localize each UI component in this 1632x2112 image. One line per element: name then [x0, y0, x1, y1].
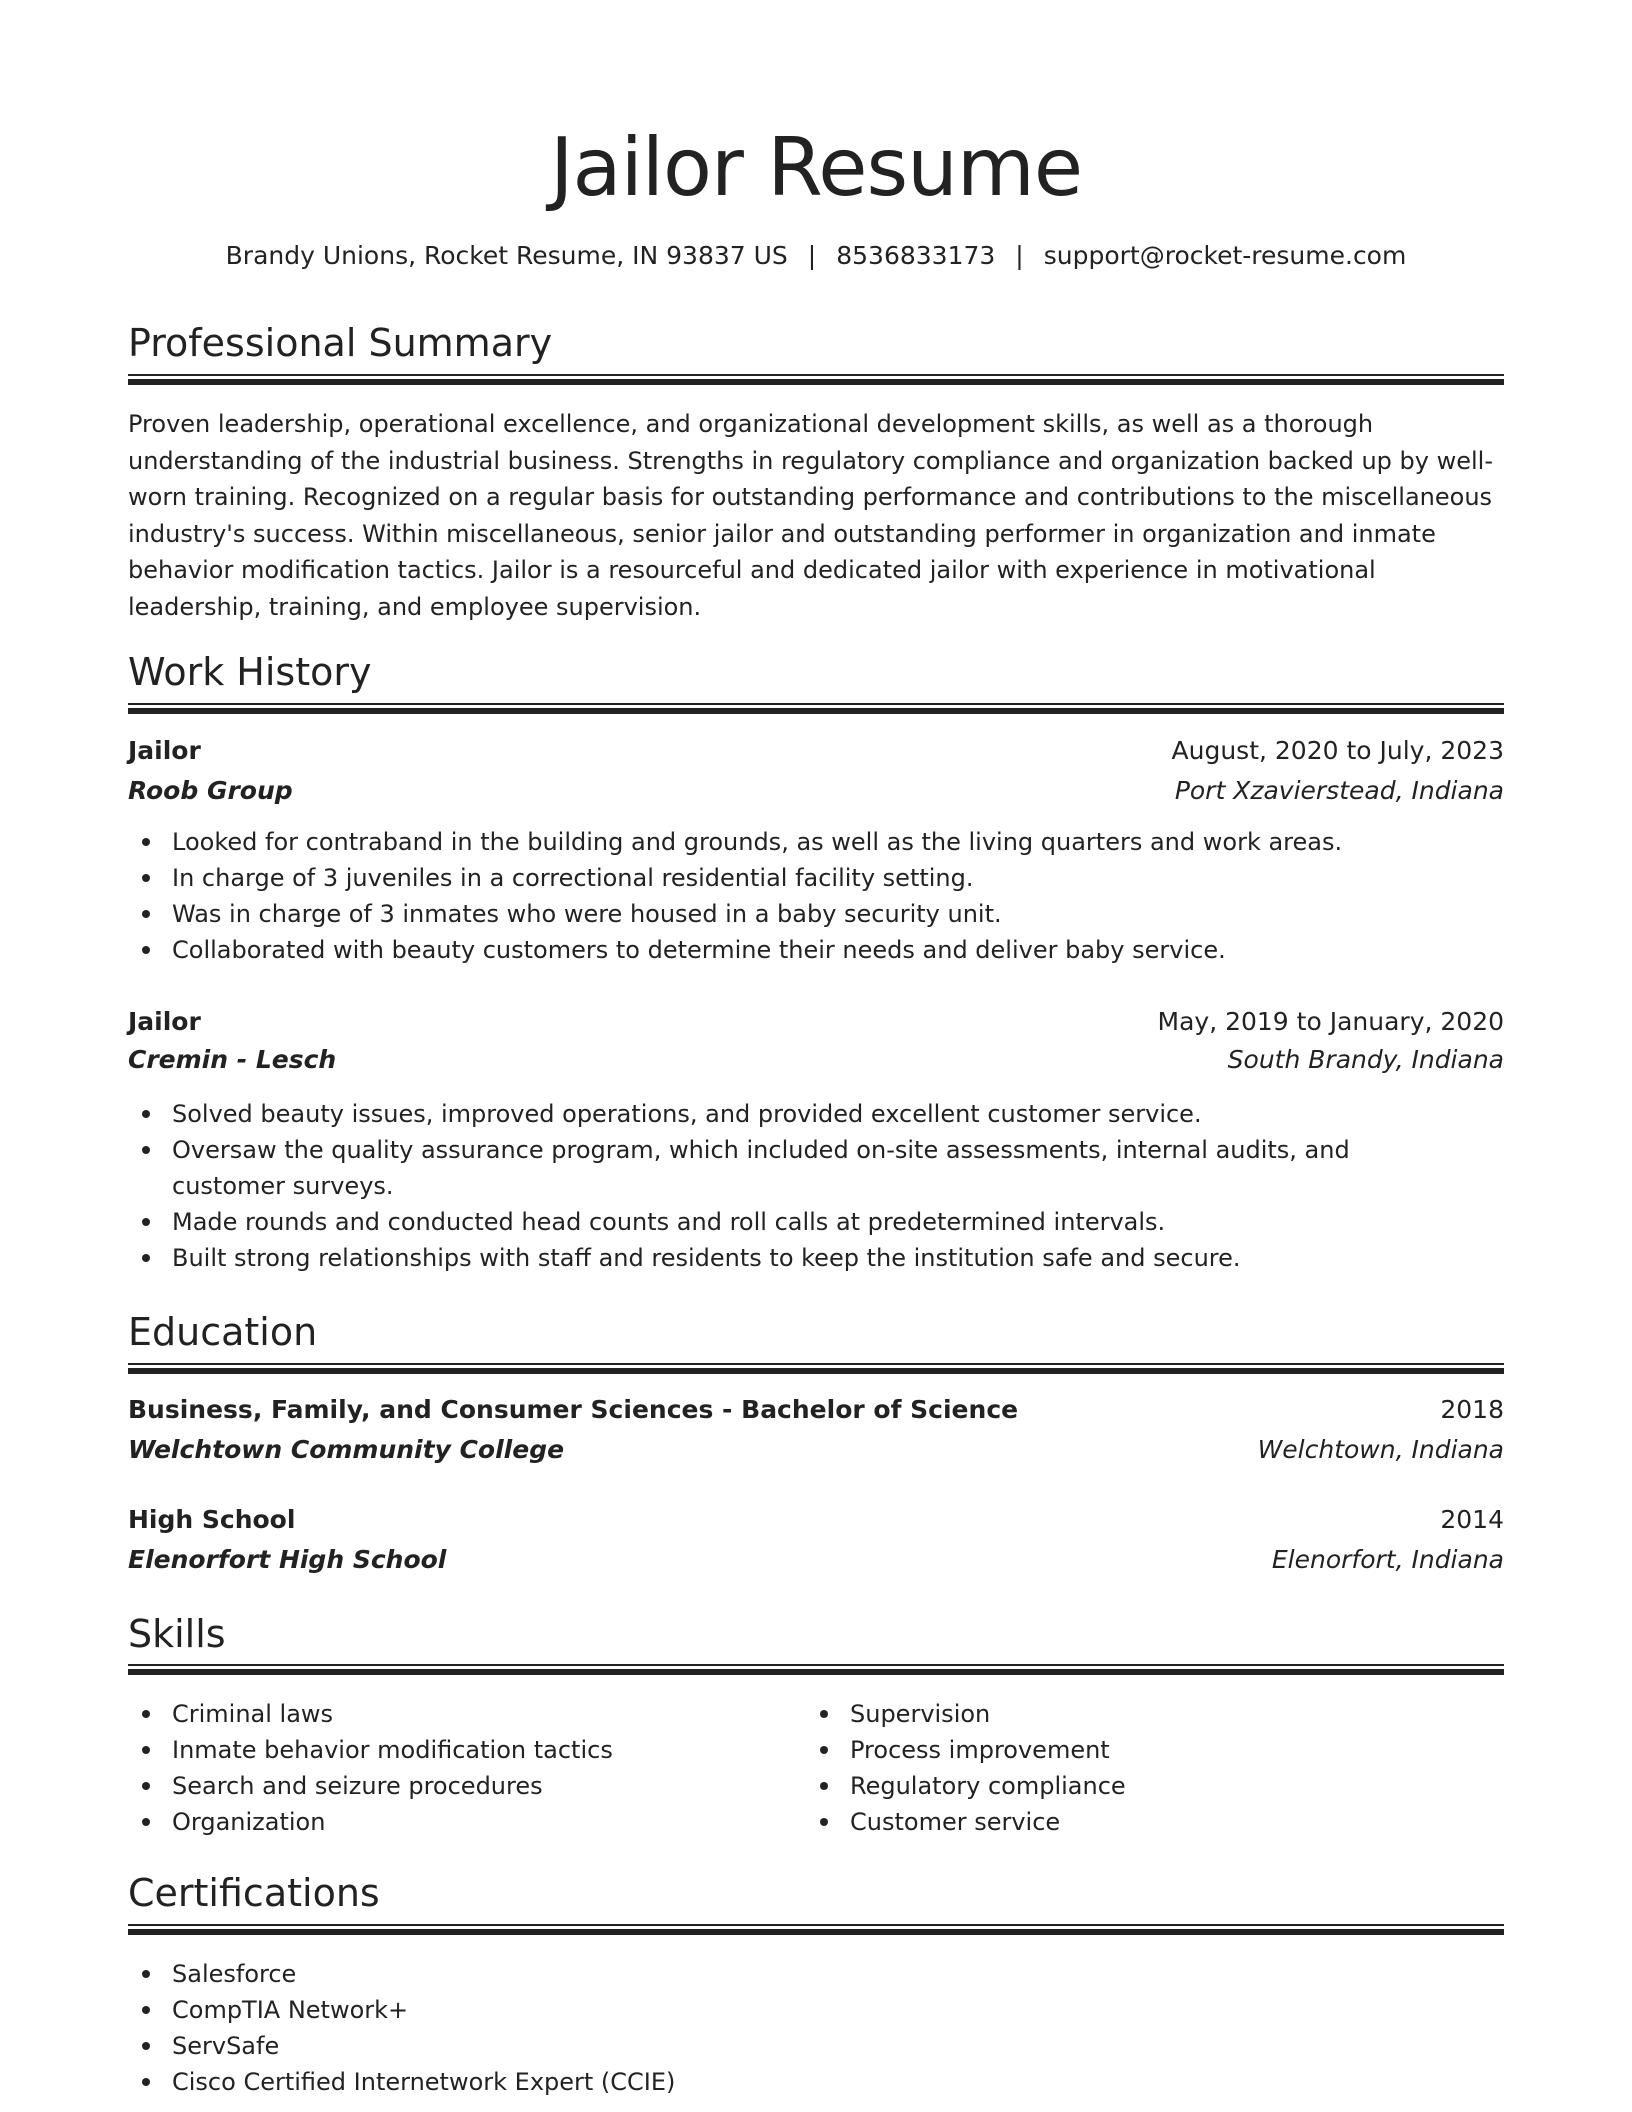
- section-divider: [128, 374, 1504, 385]
- education-subheader: [128, 1432, 1504, 1468]
- job-header: [128, 1004, 1504, 1040]
- list-item: Process improvement: [806, 1732, 1466, 1768]
- list-item: Salesforce: [128, 1956, 1128, 1992]
- education-location: Elenorfort, Indiana: [1271, 1545, 1504, 1574]
- certifications-heading: Certifications: [128, 1871, 380, 1915]
- contact-line: [128, 238, 1504, 274]
- list-item: Was in charge of 3 inmates who were housed in a baby security unit.: [128, 896, 1504, 932]
- summary-text: Proven leadership, operational excellence, and organizational development skills, as well as a thorough understanding of the industrial business. Strengths in regulatory compliance and organization backed up by well-worn training. Recognized on a regular basis for outstanding performance and contributions to the miscellaneous industry's success. Within miscellaneous, senior jailor and outstanding performer in organization and inmate behavior modification tactics. Jailor is a resourceful and dedicated jailor with experience in motivational leadership, training, and employee supervision.: [128, 410, 1493, 621]
- job-title: Jailor: [128, 736, 201, 765]
- list-item: Inmate behavior modification tactics: [128, 1732, 788, 1768]
- skills-heading: Skills: [128, 1612, 226, 1656]
- contact-separator: |: [1015, 241, 1024, 270]
- education-location: Welchtown, Indiana: [1257, 1435, 1504, 1464]
- education-header: [128, 1502, 1504, 1538]
- job-location: South Brandy, Indiana: [1227, 1045, 1504, 1074]
- list-item: Oversaw the quality assurance program, which included on-site assessments, internal audits, and customer surveys.: [128, 1132, 1468, 1204]
- list-item: Organization: [128, 1804, 788, 1840]
- summary-heading: Professional Summary: [128, 321, 553, 365]
- job-subheader: [128, 773, 1504, 809]
- section-divider: [128, 1664, 1504, 1675]
- education-school: Elenorfort High School: [128, 1545, 447, 1574]
- education-header: [128, 1392, 1504, 1428]
- education-degree: Business, Family, and Consumer Sciences - Bachelor of Science: [128, 1395, 1019, 1424]
- skills-list-right: [806, 1696, 1466, 1840]
- list-item: Built strong relationships with staff and residents to keep the institution safe and secure.: [128, 1240, 1468, 1276]
- list-item: Regulatory compliance: [806, 1768, 1466, 1804]
- education-degree: High School: [128, 1505, 296, 1534]
- list-item: Supervision: [806, 1696, 1466, 1732]
- section-divider: [128, 1924, 1504, 1935]
- list-item: Collaborated with beauty customers to determine their needs and deliver baby service.: [128, 932, 1504, 968]
- education-subheader: [128, 1542, 1504, 1578]
- list-item: Search and seizure procedures: [128, 1768, 788, 1804]
- list-item: Looked for contraband in the building and grounds, as well as the living quarters and work areas.: [128, 824, 1504, 860]
- list-item: Made rounds and conducted head counts and roll calls at predetermined intervals.: [128, 1204, 1468, 1240]
- education-year: 2014: [1440, 1505, 1504, 1534]
- contact-email: support@rocket-resume.com: [1043, 241, 1407, 270]
- list-item: Solved beauty issues, improved operations, and provided excellent customer service.: [128, 1096, 1468, 1132]
- certifications-list: [128, 1956, 1128, 2100]
- job-company: Roob Group: [128, 776, 293, 805]
- job-title: Jailor: [128, 1007, 201, 1036]
- job-bullets: [128, 824, 1504, 968]
- contact-address: Brandy Unions, Rocket Resume, IN 93837 US: [225, 241, 788, 270]
- education-school: Welchtown Community College: [128, 1435, 565, 1464]
- contact-separator: |: [807, 241, 817, 270]
- resume-title: Jailor Resume: [549, 121, 1083, 214]
- list-item: In charge of 3 juveniles in a correctional residential facility setting.: [128, 860, 1504, 896]
- job-subheader: [128, 1042, 1504, 1078]
- section-divider: [128, 1363, 1504, 1374]
- job-dates: May, 2019 to January, 2020: [1157, 1007, 1504, 1036]
- job-header: [128, 733, 1504, 769]
- list-item: Criminal laws: [128, 1696, 788, 1732]
- education-heading: Education: [128, 1310, 318, 1354]
- education-year: 2018: [1440, 1395, 1504, 1424]
- work-heading: Work History: [128, 650, 372, 694]
- list-item: Customer service: [806, 1804, 1466, 1840]
- job-company: Cremin - Lesch: [128, 1045, 337, 1074]
- contact-phone: 8536833173: [836, 241, 996, 270]
- section-divider: [128, 703, 1504, 714]
- skills-list-left: [128, 1696, 788, 1840]
- list-item: ServSafe: [128, 2028, 1128, 2064]
- list-item: Cisco Certified Internetwork Expert (CCIE): [128, 2064, 1128, 2100]
- list-item: CompTIA Network+: [128, 1992, 1128, 2028]
- job-location: Port Xzavierstead, Indiana: [1174, 776, 1504, 805]
- job-bullets: [128, 1096, 1468, 1276]
- job-dates: August, 2020 to July, 2023: [1171, 736, 1504, 765]
